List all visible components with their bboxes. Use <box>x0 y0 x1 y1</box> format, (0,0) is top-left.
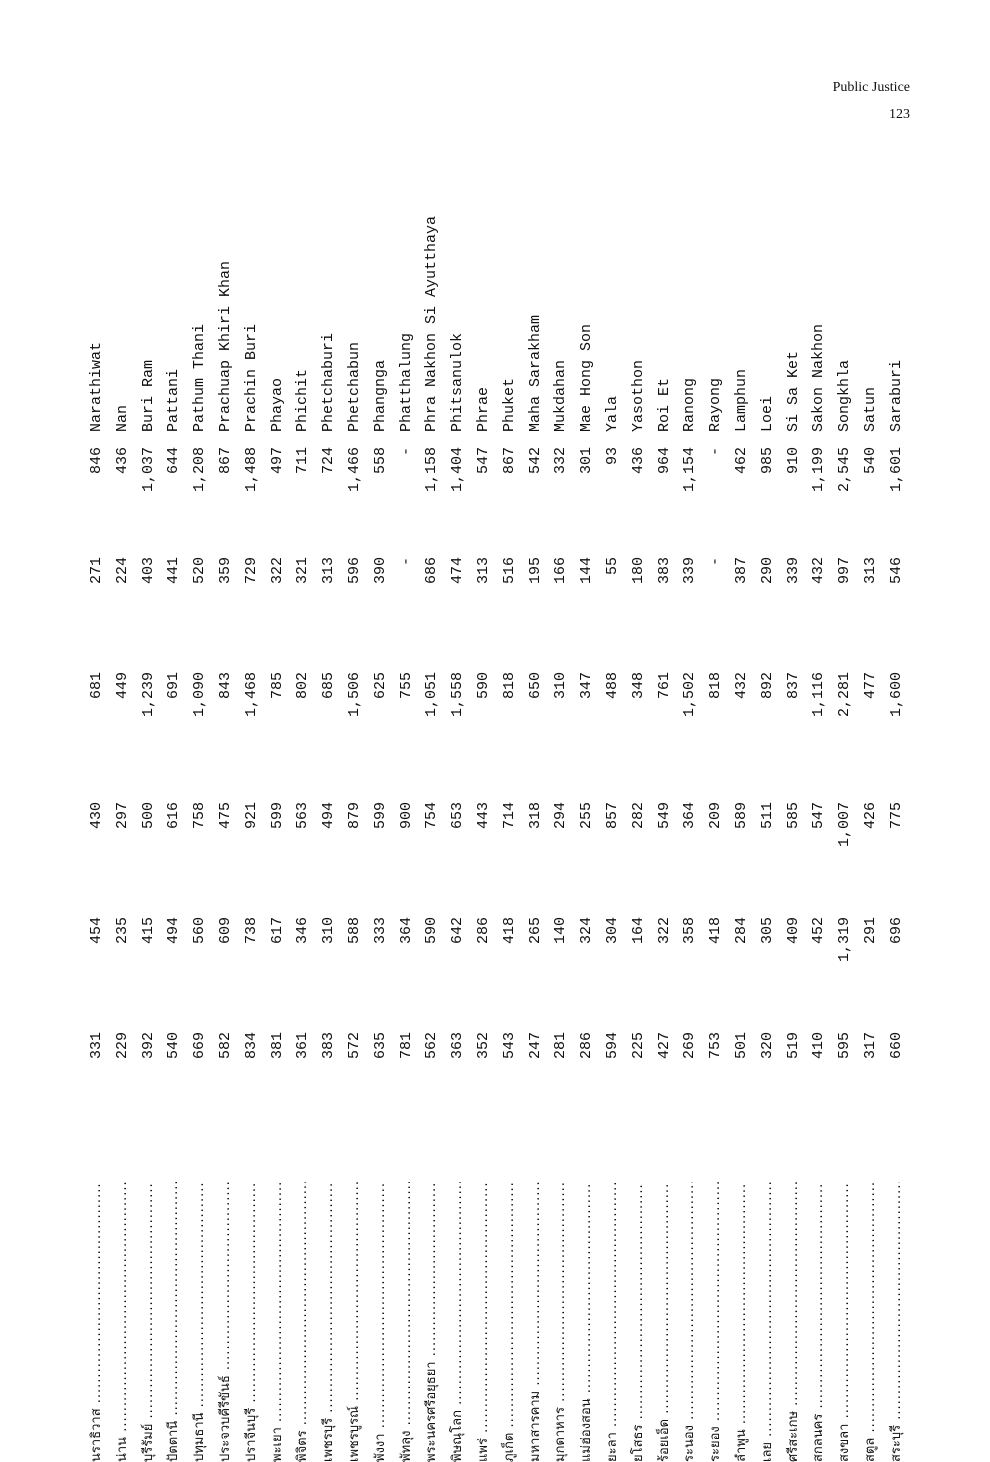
province-english-cell: Phetchaburi <box>320 332 338 432</box>
value-1-cell: 595 <box>836 1032 854 1060</box>
value-2-cell: 140 <box>552 917 570 945</box>
province-english-cell: Phangnga <box>371 359 389 432</box>
value-4-cell: 488 <box>603 672 621 700</box>
value-1-cell: 540 <box>165 1032 183 1060</box>
value-4-cell: 590 <box>474 672 492 700</box>
value-1-cell: 501 <box>732 1032 750 1060</box>
value-6-cell: 867 <box>216 447 234 475</box>
province-thai-cell: น่าน ..... <box>110 1182 136 1462</box>
value-4-cell: 802 <box>294 672 312 700</box>
province-thai-cell: สตูล ..... <box>858 1182 884 1462</box>
province-thai-cell: สระบุรี ..... <box>884 1182 910 1462</box>
province-english-cell: Phra Nakhon Si Ayutthaya <box>423 215 441 432</box>
value-5-cell: 313 <box>861 557 879 585</box>
running-title: Public Justice <box>832 80 910 95</box>
province-thai-column <box>84 1182 910 1462</box>
province-thai-cell: แพร่ ..... <box>471 1182 497 1462</box>
province-english-cell: Pathum Thani <box>191 323 209 432</box>
value-4-cell: 1,600 <box>887 672 905 718</box>
value-3-cell: 585 <box>784 802 802 830</box>
value-6-cell: 1,158 <box>423 447 441 493</box>
value-3-cell: 879 <box>345 802 363 830</box>
value-6-cell: 1,466 <box>345 447 363 493</box>
value-2-cell: 588 <box>345 917 363 945</box>
value-2-cell: 696 <box>887 917 905 945</box>
value-4-cell: 477 <box>861 672 879 700</box>
province-thai-cell: ปัตตานี ..... <box>161 1182 187 1462</box>
province-english-cell: Sakon Nakhon <box>810 323 828 432</box>
value-6-cell: 1,404 <box>449 447 467 493</box>
value-1-cell: 286 <box>578 1032 596 1060</box>
province-thai-cell: บุรีรัมย์ ..... <box>136 1182 162 1462</box>
value-1-cell: 781 <box>397 1032 415 1060</box>
province-english-cell: Lamphun <box>732 368 750 432</box>
value-5-cell: 166 <box>552 557 570 585</box>
value-2-cell: 324 <box>578 917 596 945</box>
value-6-cell: 547 <box>474 447 492 475</box>
province-thai-cell: ศรีสะเกษ ..... <box>781 1182 807 1462</box>
value-3-cell: 294 <box>552 802 570 830</box>
value-4-cell: 818 <box>500 672 518 700</box>
value-6-cell: - <box>397 447 415 457</box>
province-english-cell: Phitsanulok <box>449 332 467 432</box>
value-2-cell: 305 <box>758 917 776 945</box>
value-4-cell: 1,051 <box>423 672 441 718</box>
value-3-cell: 857 <box>603 802 621 830</box>
value-1-cell: 519 <box>784 1032 802 1060</box>
value-4-cell: 2,281 <box>836 672 854 718</box>
value-2-cell: 304 <box>603 917 621 945</box>
value-3-cell: 426 <box>861 802 879 830</box>
value-6-cell: 985 <box>758 447 776 475</box>
province-thai-cell: ประจวบคีรีขันธ์ ..... <box>213 1182 239 1462</box>
column-6 <box>84 447 910 557</box>
value-2-cell: 452 <box>810 917 828 945</box>
value-2-cell: 418 <box>500 917 518 945</box>
value-6-cell: 1,037 <box>139 447 157 493</box>
value-1-cell: 317 <box>861 1032 879 1060</box>
value-6-cell: 558 <box>371 447 389 475</box>
province-thai-cell: พัทลุง ..... <box>394 1182 420 1462</box>
value-1-cell: 247 <box>526 1032 544 1060</box>
province-thai-cell: พิจิตร ..... <box>290 1182 316 1462</box>
value-1-cell: 281 <box>552 1032 570 1060</box>
value-5-cell: 997 <box>836 557 854 585</box>
province-thai-cell: ภูเก็ต ..... <box>497 1182 523 1462</box>
value-2-cell: 284 <box>732 917 750 945</box>
value-1-cell: 410 <box>810 1032 828 1060</box>
value-2-cell: 494 <box>165 917 183 945</box>
value-3-cell: 547 <box>810 802 828 830</box>
value-4-cell: 755 <box>397 672 415 700</box>
value-5-cell: 387 <box>732 557 750 585</box>
value-6-cell: 2,545 <box>836 447 854 493</box>
value-5-cell: 516 <box>500 557 518 585</box>
value-1-cell: 352 <box>474 1032 492 1060</box>
value-6-cell: 497 <box>268 447 286 475</box>
value-1-cell: 572 <box>345 1032 363 1060</box>
value-3-cell: 500 <box>139 802 157 830</box>
value-3-cell: 494 <box>320 802 338 830</box>
value-2-cell: 415 <box>139 917 157 945</box>
value-3-cell: 318 <box>526 802 544 830</box>
value-1-cell: 392 <box>139 1032 157 1060</box>
value-5-cell: 313 <box>474 557 492 585</box>
value-2-cell: 333 <box>371 917 389 945</box>
value-5-cell: 403 <box>139 557 157 585</box>
value-4-cell: 1,090 <box>191 672 209 718</box>
value-5-cell: 290 <box>758 557 776 585</box>
value-6-cell: 436 <box>629 447 647 475</box>
province-thai-cell: เพชรบูรณ์ ..... <box>342 1182 368 1462</box>
value-2-cell: 346 <box>294 917 312 945</box>
value-6-cell: 540 <box>861 447 879 475</box>
value-5-cell: 55 <box>603 557 621 576</box>
value-5-cell: 322 <box>268 557 286 585</box>
value-2-cell: 286 <box>474 917 492 945</box>
value-2-cell: 164 <box>629 917 647 945</box>
province-thai-cell: ลำพูน ..... <box>729 1182 755 1462</box>
value-4-cell: 625 <box>371 672 389 700</box>
value-3-cell: 549 <box>655 802 673 830</box>
page-number: 123 <box>889 106 910 122</box>
value-2-cell: 609 <box>216 917 234 945</box>
value-3-cell: 653 <box>449 802 467 830</box>
value-5-cell: 339 <box>784 557 802 585</box>
value-5-cell: 313 <box>320 557 338 585</box>
value-5-cell: - <box>397 557 415 567</box>
value-3-cell: 255 <box>578 802 596 830</box>
value-6-cell: 1,208 <box>191 447 209 493</box>
value-5-cell: 180 <box>629 557 647 585</box>
province-thai-cell: ระนอง ..... <box>677 1182 703 1462</box>
province-english-cell: Narathiwat <box>88 341 105 432</box>
value-4-cell: 449 <box>113 672 131 700</box>
column-5 <box>84 557 910 672</box>
province-english-cell: Phatthalung <box>397 332 415 432</box>
province-english-cell: Phayao <box>268 377 286 432</box>
value-3-cell: 364 <box>681 802 699 830</box>
province-thai-cell: ปทุมธานี ..... <box>187 1182 213 1462</box>
value-6-cell: 644 <box>165 447 183 475</box>
province-english-cell: Si Sa Ket <box>784 350 802 432</box>
province-thai-cell: ร้อยเอ็ด ..... <box>652 1182 678 1462</box>
value-3-cell: 563 <box>294 802 312 830</box>
province-thai-cell: ยโสธร ..... <box>626 1182 652 1462</box>
value-5-cell: 432 <box>810 557 828 585</box>
value-1-cell: 660 <box>887 1032 905 1060</box>
value-3-cell: 511 <box>758 802 776 830</box>
value-3-cell: 589 <box>732 802 750 830</box>
value-3-cell: 443 <box>474 802 492 830</box>
value-1-cell: 543 <box>500 1032 518 1060</box>
value-6-cell: 1,601 <box>887 447 905 493</box>
value-6-cell: 1,488 <box>242 447 260 493</box>
statistics-table <box>84 50 905 1462</box>
value-2-cell: 590 <box>423 917 441 945</box>
province-thai-cell: แม่ฮ่องสอน ..... <box>574 1182 600 1462</box>
value-2-cell: 310 <box>320 917 338 945</box>
province-english-cell: Roi Et <box>655 377 673 432</box>
province-thai-cell: เพชรบุรี ..... <box>316 1182 342 1462</box>
province-english-cell: Mae Hong Son <box>578 323 596 432</box>
value-1-cell: 225 <box>629 1032 647 1060</box>
value-3-cell: 714 <box>500 802 518 830</box>
value-6-cell: 724 <box>320 447 338 475</box>
value-4-cell: 843 <box>216 672 234 700</box>
province-english-cell: Rayong <box>707 377 725 432</box>
value-6-cell: 964 <box>655 447 673 475</box>
value-3-cell: 1,007 <box>836 802 854 848</box>
value-6-cell: 542 <box>526 447 544 475</box>
value-3-cell: 599 <box>371 802 389 830</box>
value-5-cell: 383 <box>655 557 673 585</box>
value-2-cell: 454 <box>88 917 105 945</box>
province-thai-cell: นราธิวาส ..... <box>84 1182 110 1462</box>
value-2-cell: 738 <box>242 917 260 945</box>
province-thai-cell: มุกดาหาร ..... <box>548 1182 574 1462</box>
value-6-cell: 93 <box>603 447 621 466</box>
value-4-cell: 818 <box>707 672 725 700</box>
value-1-cell: 562 <box>423 1032 441 1060</box>
province-english-column <box>84 52 910 432</box>
value-3-cell: 775 <box>887 802 905 830</box>
value-1-cell: 635 <box>371 1032 389 1060</box>
value-1-cell: 582 <box>216 1032 234 1060</box>
value-4-cell: 432 <box>732 672 750 700</box>
value-4-cell: 691 <box>165 672 183 700</box>
value-3-cell: 921 <box>242 802 260 830</box>
province-english-cell: Prachin Buri <box>242 323 260 432</box>
value-1-cell: 834 <box>242 1032 260 1060</box>
column-1 <box>84 1032 910 1162</box>
value-6-cell: 1,199 <box>810 447 828 493</box>
value-4-cell: 1,502 <box>681 672 699 718</box>
value-3-cell: 475 <box>216 802 234 830</box>
value-4-cell: 892 <box>758 672 776 700</box>
value-2-cell: 617 <box>268 917 286 945</box>
province-english-cell: Prachuap Khiri Khan <box>216 260 234 432</box>
value-2-cell: 642 <box>449 917 467 945</box>
value-5-cell: - <box>707 557 725 567</box>
value-5-cell: 596 <box>345 557 363 585</box>
province-thai-cell: มหาสารคาม ..... <box>523 1182 549 1462</box>
value-1-cell: 229 <box>113 1032 131 1060</box>
value-1-cell: 331 <box>88 1032 105 1060</box>
column-4 <box>84 672 910 802</box>
province-thai-cell: สงขลา ..... <box>832 1182 858 1462</box>
value-2-cell: 364 <box>397 917 415 945</box>
value-6-cell: 436 <box>113 447 131 475</box>
value-2-cell: 291 <box>861 917 879 945</box>
value-4-cell: 681 <box>88 672 105 700</box>
value-6-cell: 711 <box>294 447 312 475</box>
value-1-cell: 669 <box>191 1032 209 1060</box>
column-2 <box>84 917 910 1032</box>
value-5-cell: 195 <box>526 557 544 585</box>
value-2-cell: 409 <box>784 917 802 945</box>
province-thai-cell: ยะลา ..... <box>600 1182 626 1462</box>
value-1-cell: 269 <box>681 1032 699 1060</box>
value-3-cell: 900 <box>397 802 415 830</box>
value-4-cell: 1,116 <box>810 672 828 718</box>
province-english-cell: Ranong <box>681 377 699 432</box>
value-1-cell: 594 <box>603 1032 621 1060</box>
province-english-cell: Songkhla <box>836 359 854 432</box>
value-4-cell: 1,468 <box>242 672 260 718</box>
province-thai-cell: พังงา ..... <box>368 1182 394 1462</box>
column-3 <box>84 802 910 917</box>
value-5-cell: 729 <box>242 557 260 585</box>
value-5-cell: 390 <box>371 557 389 585</box>
value-6-cell: 462 <box>732 447 750 475</box>
value-5-cell: 474 <box>449 557 467 585</box>
province-english-cell: Pattani <box>165 368 183 432</box>
province-english-cell: Saraburi <box>887 359 905 432</box>
value-4-cell: 348 <box>629 672 647 700</box>
value-3-cell: 209 <box>707 802 725 830</box>
value-5-cell: 520 <box>191 557 209 585</box>
value-2-cell: 418 <box>707 917 725 945</box>
province-english-cell: Buri Ram <box>139 359 157 432</box>
province-english-cell: Yala <box>603 395 621 432</box>
province-english-cell: Phuket <box>500 377 518 432</box>
value-6-cell: 867 <box>500 447 518 475</box>
value-5-cell: 339 <box>681 557 699 585</box>
value-4-cell: 1,558 <box>449 672 467 718</box>
province-thai-cell: พิษณุโลก ..... <box>445 1182 471 1462</box>
value-2-cell: 560 <box>191 917 209 945</box>
value-4-cell: 761 <box>655 672 673 700</box>
value-6-cell: 846 <box>88 447 105 475</box>
value-6-cell: 910 <box>784 447 802 475</box>
value-1-cell: 427 <box>655 1032 673 1060</box>
value-2-cell: 322 <box>655 917 673 945</box>
value-1-cell: 320 <box>758 1032 776 1060</box>
value-4-cell: 837 <box>784 672 802 700</box>
value-6-cell: 301 <box>578 447 596 475</box>
province-english-cell: Maha Sarakham <box>526 314 544 432</box>
value-1-cell: 361 <box>294 1032 312 1060</box>
province-english-cell: Satun <box>861 386 879 432</box>
value-5-cell: 546 <box>887 557 905 585</box>
value-4-cell: 1,239 <box>139 672 157 718</box>
value-3-cell: 758 <box>191 802 209 830</box>
value-1-cell: 381 <box>268 1032 286 1060</box>
value-1-cell: 753 <box>707 1032 725 1060</box>
value-6-cell: 332 <box>552 447 570 475</box>
value-4-cell: 685 <box>320 672 338 700</box>
province-english-cell: Nan <box>113 404 131 432</box>
province-english-cell: Phetchabun <box>345 341 363 432</box>
value-5-cell: 686 <box>423 557 441 585</box>
value-3-cell: 599 <box>268 802 286 830</box>
province-thai-cell: สกลนคร ..... <box>806 1182 832 1462</box>
value-3-cell: 616 <box>165 802 183 830</box>
value-5-cell: 359 <box>216 557 234 585</box>
value-5-cell: 224 <box>113 557 131 585</box>
province-thai-cell: ระยอง ..... <box>703 1182 729 1462</box>
value-4-cell: 347 <box>578 672 596 700</box>
province-english-cell: Loei <box>758 395 776 432</box>
value-4-cell: 650 <box>526 672 544 700</box>
value-6-cell: - <box>707 447 725 457</box>
value-2-cell: 265 <box>526 917 544 945</box>
value-4-cell: 1,506 <box>345 672 363 718</box>
value-1-cell: 363 <box>449 1032 467 1060</box>
value-5-cell: 321 <box>294 557 312 585</box>
province-thai-cell: ปราจีนบุรี ..... <box>239 1182 265 1462</box>
value-2-cell: 235 <box>113 917 131 945</box>
province-thai-cell: เลย ..... <box>755 1182 781 1462</box>
value-3-cell: 754 <box>423 802 441 830</box>
value-3-cell: 297 <box>113 802 131 830</box>
value-2-cell: 358 <box>681 917 699 945</box>
value-6-cell: 1,154 <box>681 447 699 493</box>
value-3-cell: 282 <box>629 802 647 830</box>
province-english-cell: Phichit <box>294 368 312 432</box>
value-1-cell: 383 <box>320 1032 338 1060</box>
value-5-cell: 144 <box>578 557 596 585</box>
value-5-cell: 441 <box>165 557 183 585</box>
value-5-cell: 271 <box>88 557 105 585</box>
province-thai-cell: พระนครศรีอยุธยา ..... <box>419 1182 445 1462</box>
province-english-cell: Mukdahan <box>552 359 570 432</box>
province-thai-cell: พะเยา ..... <box>265 1182 291 1462</box>
value-3-cell: 430 <box>88 802 105 830</box>
province-english-cell: Phrae <box>474 386 492 432</box>
value-2-cell: 1,319 <box>836 917 854 963</box>
province-english-cell: Yasothon <box>629 359 647 432</box>
value-4-cell: 310 <box>552 672 570 700</box>
value-4-cell: 785 <box>268 672 286 700</box>
